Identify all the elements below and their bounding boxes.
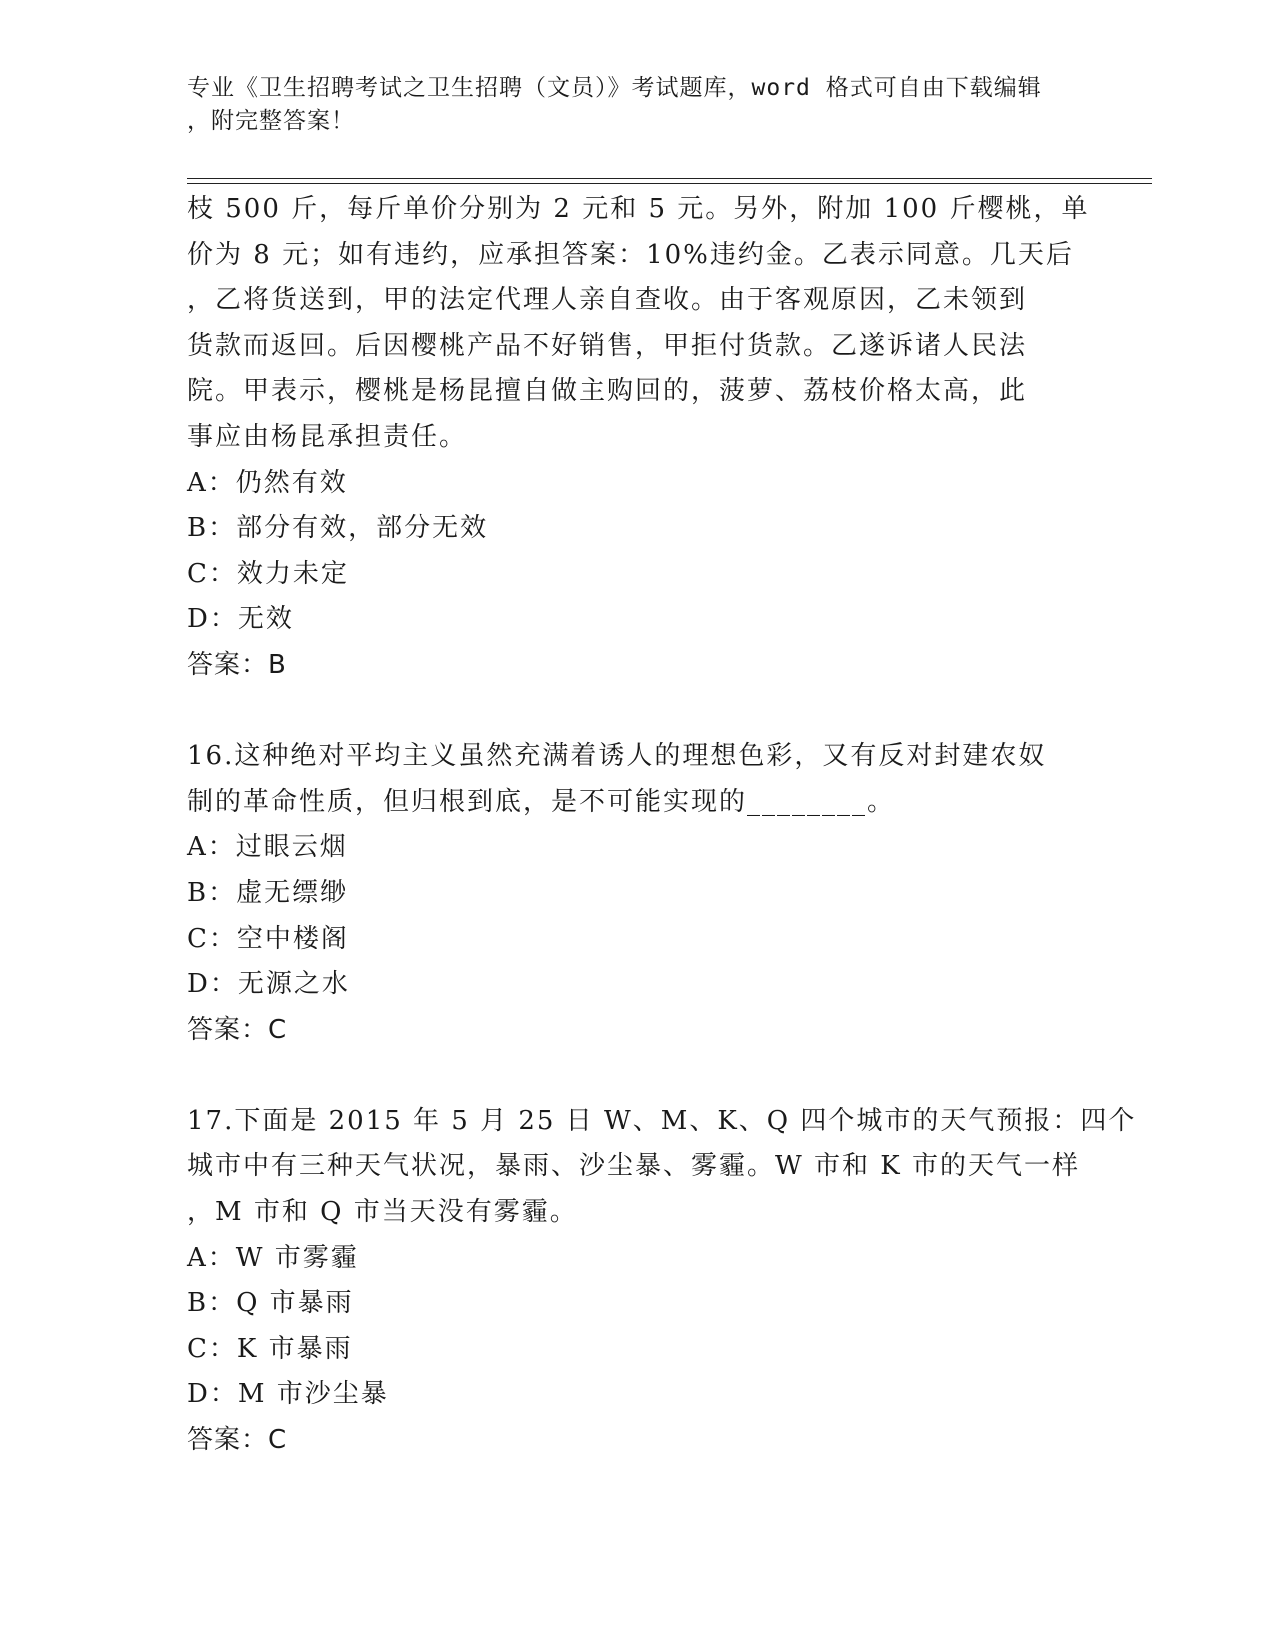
question-stem-line: 枝 500 斤，每斤单价分别为 2 元和 5 元。另外，附加 100 斤樱桃，单 [187,194,1090,224]
spacer [187,1053,1087,1099]
option-c: C：空中楼阁 [187,923,349,954]
option-d: D：M 市沙尘暴 [187,1379,389,1410]
option-d: D：无源之水 [187,969,350,1000]
question-stem-line: 制的革命性质，但归根到底，是不可能实现的________。 [187,786,896,817]
document-header [187,72,1087,138]
question-15 [187,187,1090,689]
option-b: B：部分有效，部分无效 [187,513,489,544]
option-a: A：W 市雾霾 [187,1242,359,1273]
question-stem-line: 16.这种绝对平均主义虽然充满着诱人的理想色彩，又有反对封建农奴 [187,741,1047,772]
question-stem-line: 城市中有三种天气状况，暴雨、沙尘暴、雾霾。W 市和 K 市的天气一样 [187,1151,1080,1182]
answer-line: 答案：B [187,649,287,680]
header-title-line-2: ，附完整答案！ [187,108,355,134]
question-17 [187,1099,1137,1464]
question-list [187,187,1137,1464]
option-b: B：虚无缥缈 [187,877,349,908]
option-b: B：Q 市暴雨 [187,1288,354,1319]
question-stem-line: 院。甲表示，樱桃是杨昆擅自做主购回的，菠萝、荔枝价格太高，此 [187,376,1028,407]
option-c: C：效力未定 [187,558,349,589]
question-stem-line: 事应由杨昆承担责任。 [187,421,468,452]
header-rule-top [187,178,1152,179]
question-stem-line: ，乙将货送到，甲的法定代理人亲自查收。由于客观原因，乙未领到 [187,285,1028,316]
question-stem-line: 价为 8 元；如有违约，应承担答案：10%违约金。乙表示同意。几天后 [187,239,1074,270]
question-stem-line: ，M 市和 Q 市当天没有雾霾。 [187,1197,578,1228]
option-c: C：K 市暴雨 [187,1333,353,1364]
header-title-line-1: 专业《卫生招聘考试之卫生招聘（文员）》考试题库，word 格式可自由下载编辑 [187,75,1042,101]
option-a: A：仍然有效 [187,467,348,498]
question-stem-line: 17.下面是 2015 年 5 月 25 日 W、M、K、Q 四个城市的天气预报：四个 [187,1105,1137,1136]
answer-line: 答案：C [187,1425,288,1456]
question-16 [187,734,1087,1053]
answer-line: 答案：C [187,1014,288,1045]
option-d: D：无效 [187,604,294,635]
spacer [187,689,1087,735]
option-a: A：过眼云烟 [187,832,348,863]
question-stem-line: 货款而返回。后因樱桃产品不好销售，甲拒付货款。乙遂诉诸人民法 [187,330,1028,361]
header-rule-bottom [187,183,1152,184]
